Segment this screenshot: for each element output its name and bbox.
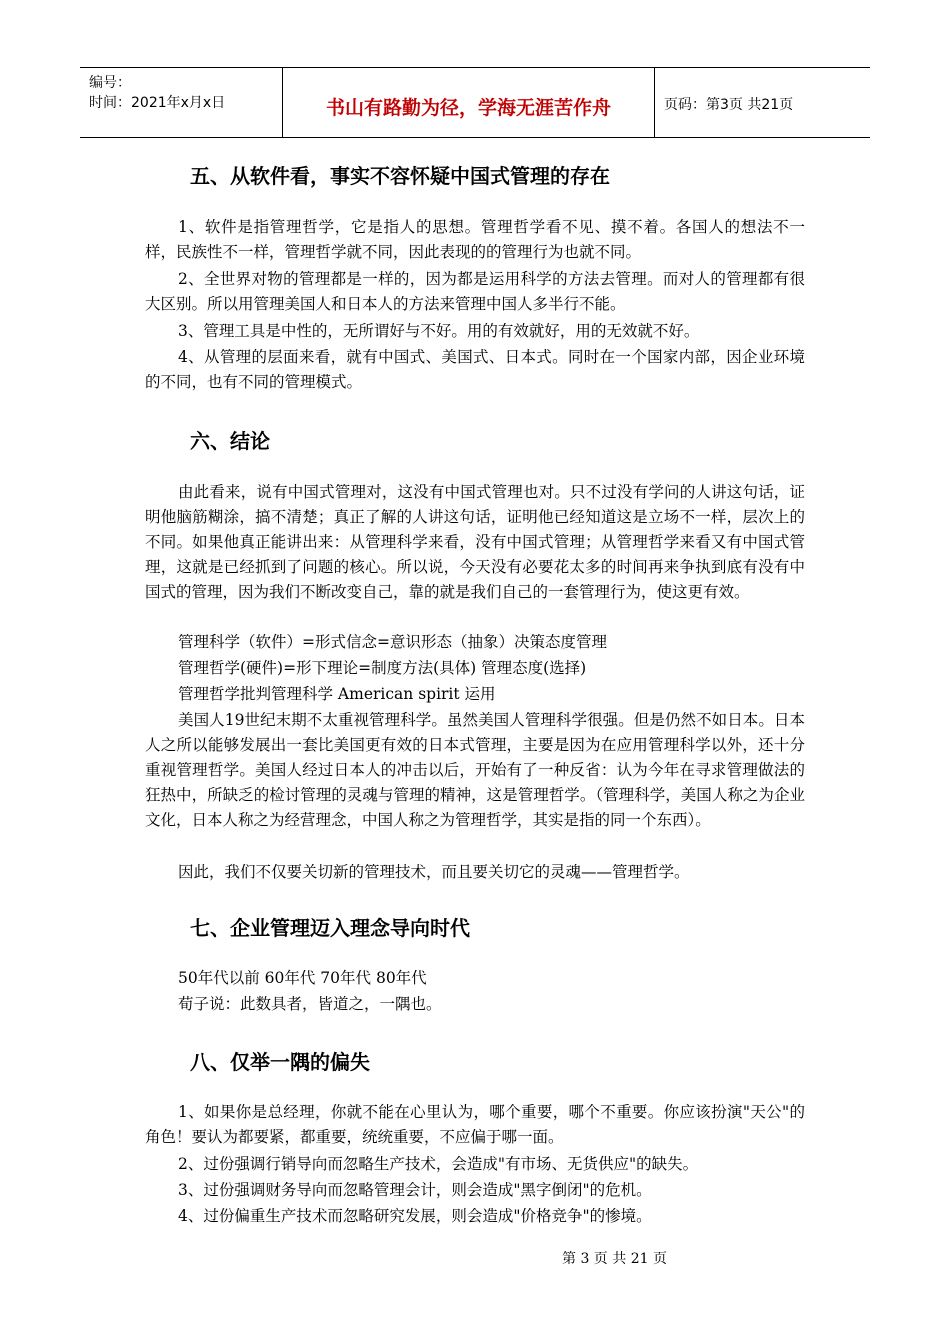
header-page-info: 页码：第3页 共21页 <box>664 97 794 113</box>
section-5-paragraph-3: 3、管理工具是中性的，无所谓好与不好。用的有效就好，用的无效就不好。 <box>178 322 700 340</box>
section-7-heading: 七、企业管理迈入理念导向时代 <box>190 916 470 940</box>
section-5-heading: 五、从软件看，事实不容怀疑中国式管理的存在 <box>190 164 610 188</box>
header-motto: 书山有路勤为径，学海无涯苦作舟 <box>325 97 611 119</box>
document-date-label: 时间：2021年x月x日 <box>89 95 226 111</box>
section-5-paragraph-1: 1、软件是指管理哲学，它是指人的思想。管理哲学看不见、摸不着。各国人的想法不一样，民族性不一样，管理哲学就不同，因此表现的的管理行为也就不同。 <box>145 218 805 261</box>
section-6-formula-1: 管理科学（软件）=形式信念=意识形态（抽象）决策态度管理 <box>178 633 607 651</box>
section-8-paragraph-2: 2、过份强调行销导向而忽略生产技术，会造成"有市场、无货供应"的缺失。 <box>178 1155 699 1173</box>
section-7-decades-line: 50年代以前 60年代 70年代 80年代 <box>178 969 427 987</box>
section-8-paragraph-4: 4、过份偏重生产技术而忽略研究发展，则会造成"价格竞争"的惨境。 <box>178 1207 652 1225</box>
section-7-quote-line: 荀子说：此数具者，皆道之，一隅也。 <box>178 995 442 1013</box>
section-6-heading: 六、结论 <box>190 429 270 453</box>
section-6-paragraph-2: 美国人19世纪末期不太重视管理科学。虽然美国人管理科学很强。但是仍然不如日本。日本人之所以能够发展出一套比美国更有效的日本式管理，主要是因为在应用管理科学以外，还十分重视管理哲学。美国人经过日本人的冲击以后，开始有了一种反省：认为今年在寻求管理做法的狂热中，所缺乏的检讨管理的灵魂与管理的精神，这是管理哲学。（管理科学，美国人称之为企业文化，日本人称之为经营理念，中国人称之为管理哲学，其实是指的同一个东西）。 <box>145 711 805 829</box>
section-6-paragraph-1: 由此看来，说有中国式管理对，这没有中国式管理也对。只不过没有学问的人讲这句话，证明他脑筋糊涂，搞不清楚；真正了解的人讲这句话，证明他已经知道这是立场不一样，层次上的不同。如果他真正能讲出来：从管理科学来看，没有中国式管理；从管理哲学来看又有中国式管理，这就是已经抓到了问题的核心。所以说，今天没有必要花太多的时间再来争执到底有没有中国式的管理，因为我们不断改变自己，靠的就是我们自己的一套管理行为，使这更有效。 <box>145 483 805 601</box>
section-6-paragraph-3: 因此，我们不仅要关切新的管理技术，而且要关切它的灵魂——管理哲学。 <box>178 863 690 881</box>
section-8-paragraph-3: 3、过份强调财务导向而忽略管理会计，则会造成"黑字倒闭"的危机。 <box>178 1181 652 1199</box>
page-header <box>80 67 870 138</box>
page-footer: 第 3 页 共 21 页 <box>562 1251 667 1267</box>
header-right-cell <box>655 68 870 137</box>
section-8-heading: 八、仅举一隅的偏失 <box>190 1050 370 1074</box>
section-5-paragraph-2: 2、全世界对物的管理都是一样的，因为都是运用科学的方法去管理。而对人的管理都有很大区别。所以用管理美国人和日本人的方法来管理中国人多半行不能。 <box>145 270 805 313</box>
section-6-formula-2: 管理哲学(硬件)=形下理论=制度方法(具体) 管理态度(选择) <box>178 659 587 677</box>
header-middle-cell <box>283 68 655 137</box>
section-6-formula-3: 管理哲学批判管理科学 American spirit 运用 <box>178 685 496 703</box>
section-5-paragraph-4: 4、从管理的层面来看，就有中国式、美国式、日本式。同时在一个国家内部，因企业环境的不同，也有不同的管理模式。 <box>145 348 805 391</box>
section-8-paragraph-1: 1、如果你是总经理，你就不能在心里认为，哪个重要，哪个不重要。你应该扮演"天公"的角色！要认为都要紧，都重要，统统重要，不应偏于哪一面。 <box>145 1103 805 1146</box>
header-left-cell <box>80 68 283 137</box>
document-number-label: 编号： <box>89 75 131 91</box>
